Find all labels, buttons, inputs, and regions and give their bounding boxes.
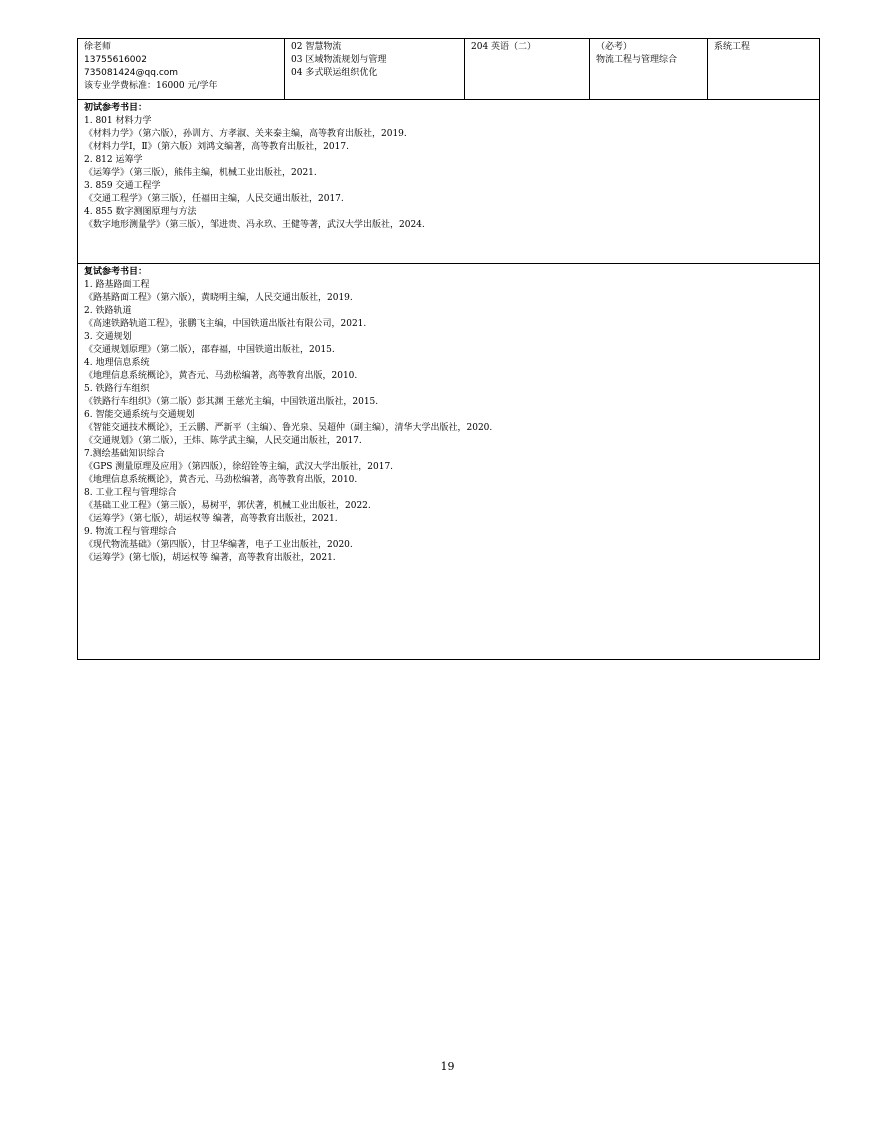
exam-subject: 204 英语（二） — [471, 42, 537, 52]
ref-line: 《高速铁路轨道工程》，张鹏飞主编，中国铁道出版社有限公司，2021. — [84, 319, 367, 329]
ref-line: 《交通工程学》（第三版），任福田主编，人民交通出版社，2017. — [84, 194, 344, 204]
department-name: 系统工程 — [714, 42, 751, 52]
ref-line: 《交通规划》（第二版），王炜、陈学武主编，人民交通出版社，2017. — [84, 436, 362, 446]
ref-line: 《交通规划原理》（第二版），邵春福，中国铁道出版社，2015. — [84, 345, 335, 355]
direction-item: 04 多式联运组织优化 — [291, 68, 378, 78]
ref-line: 6. 智能交通系统与交通规划 — [84, 410, 195, 420]
retest-subject: 物流工程与管理综合 — [596, 55, 678, 65]
ref-line: 《基础工业工程》（第三版），易树平，郭伏著，机械工业出版社，2022. — [84, 501, 371, 511]
ref-line: 《地理信息系统概论》，黄杏元、马劲松编著，高等教育出版，2010. — [84, 371, 358, 381]
ref-line: 7.测绘基础知识综合 — [84, 449, 165, 459]
ref-line: 《材料力学》（第六版），孙训方、方孝淑、关来泰主编，高等教育出版社，2019. — [84, 129, 407, 139]
ref-line: 2. 铁路轨道 — [84, 306, 132, 316]
ref-line: 《现代物流基础》（第四版），甘卫华编著，电子工业出版社，2020. — [84, 540, 353, 550]
retest-refs-cell — [78, 264, 820, 660]
ref-line: 《铁路行车组织》（第二版）彭其渊 王慈光主编，中国铁道出版社，2015. — [84, 397, 379, 407]
ref-line: 《路基路面工程》（第六版），黄晓明主编，人民交通出版社，2019. — [84, 293, 353, 303]
program-table — [77, 38, 820, 660]
tuition-standard: 该专业学费标准：16000 元/学年 — [84, 81, 218, 91]
ref-line: 《智能交通技术概论》，王云鹏、严新平（主编）、鲁光泉、吴超仲（副主编），清华大学出版社，2020. — [84, 423, 493, 433]
contact-name: 徐老师 — [84, 42, 112, 52]
initial-refs-heading: 初试参考书目： — [84, 103, 148, 113]
ref-line: 8. 工业工程与管理综合 — [84, 488, 177, 498]
ref-line: 4. 地理信息系统 — [84, 358, 150, 368]
retest-refs-row — [78, 264, 820, 660]
ref-line: 《地理信息系统概论》，黄杏元、马劲松编著，高等教育出版，2010. — [84, 475, 358, 485]
ref-line: 4. 855 数字测图原理与方法 — [84, 207, 197, 217]
directions-cell — [285, 39, 465, 100]
program-row — [78, 39, 820, 100]
contact-phone: 13755616002 — [84, 55, 147, 65]
retest-cell — [590, 39, 708, 100]
ref-line: 3. 859 交通工程学 — [84, 181, 161, 191]
direction-item: 02 智慧物流 — [291, 42, 342, 52]
contact-cell — [78, 39, 285, 100]
ref-line: 《运筹学》（第三版），熊伟主编，机械工业出版社，2021. — [84, 168, 317, 178]
initial-refs-row — [78, 100, 820, 264]
page-number: 19 — [440, 1060, 455, 1073]
ref-line: 《材料力学Ⅰ，Ⅱ》（第六版）刘鸿文编著，高等教育出版社，2017. — [84, 142, 349, 152]
retest-refs-heading: 复试参考书目： — [84, 267, 148, 277]
contact-email: 735081424@qq.com — [84, 68, 179, 78]
ref-line: 9. 物流工程与管理综合 — [84, 527, 177, 537]
retest-required: （必考） — [596, 42, 633, 52]
ref-line: 《GPS 测量原理及应用》（第四版），徐绍铨等主编，武汉大学出版社，2017. — [84, 462, 394, 472]
exam-subject-cell — [465, 39, 590, 100]
department-cell — [708, 39, 820, 100]
ref-line: 1. 路基路面工程 — [84, 280, 150, 290]
ref-line: 3. 交通规划 — [84, 332, 132, 342]
ref-line: 5. 铁路行车组织 — [84, 384, 150, 394]
ref-line: 1. 801 材料力学 — [84, 116, 152, 126]
initial-refs-cell — [78, 100, 820, 264]
ref-line: 《运筹学》（第七版），胡运权等 编著，高等教育出版社，2021. — [84, 514, 338, 524]
ref-line: 《数字地形测量学》（第三版），邹进贵、冯永玖、王健等著，武汉大学出版社，2024. — [84, 220, 425, 230]
direction-item: 03 区域物流规划与管理 — [291, 55, 387, 65]
ref-line: 2. 812 运筹学 — [84, 155, 143, 165]
ref-line: 《运筹学》(第七版)，胡运权等 编著，高等教育出版社，2021. — [84, 553, 336, 563]
